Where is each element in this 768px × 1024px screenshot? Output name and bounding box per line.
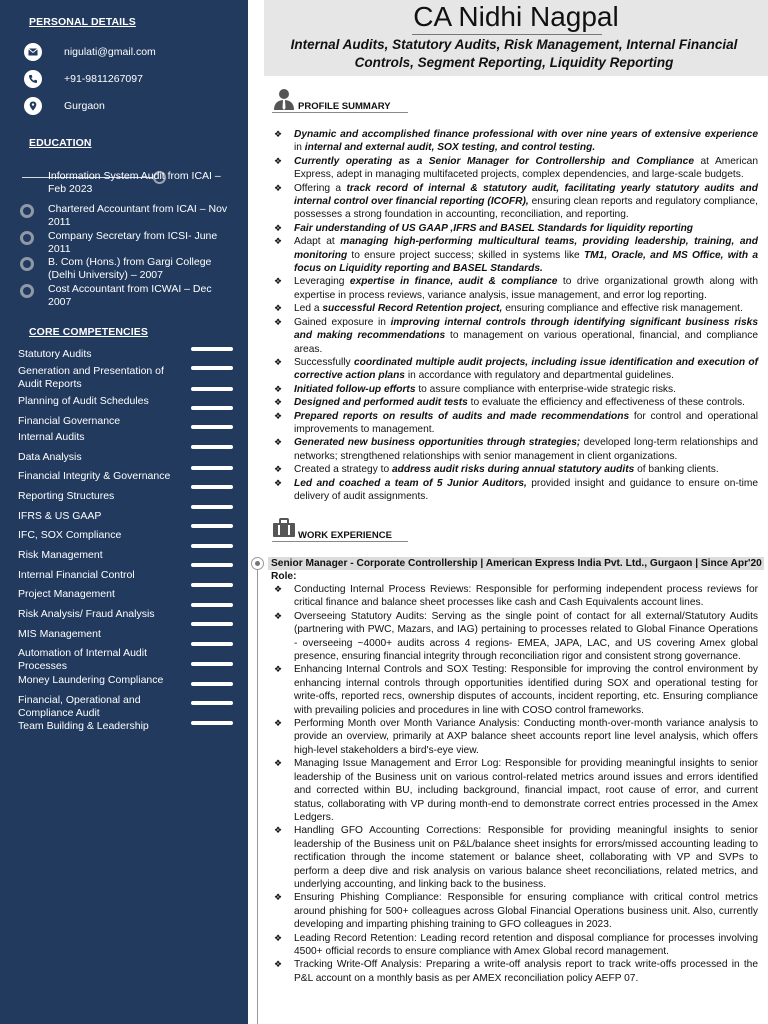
work-experience-rule (272, 541, 408, 542)
competency-item: Planning of Audit Schedules (18, 395, 149, 407)
education-item (20, 283, 233, 309)
profile-summary-list (272, 128, 758, 503)
body-text: provided insight and guidance to ensure on-time delivery of audit assignments. (294, 477, 759, 502)
emphasis-text: TM1, Oracle, and MS Office, with a focus on Liquidity reporting and BASEL Standards. (294, 249, 758, 275)
competency-level-bar (191, 583, 233, 587)
emphasis-text: Led and coached a team of 5 Junior Auditors, (294, 477, 527, 489)
experience-role-item: ❖ Overseeing Statutory Audits: Serving as the single point of contact for all external/Statutory Audits (partnering with PWC, Mazars, and IAG) pertaining to processes related to Global Finance Operations - overseeing ~4000+ audits across 4 regions- EMEA, JAPA, LAC, and US covering Amex global presence, ensuring financial integrity through reconciliation rigor and consistent strong governance. (272, 610, 758, 664)
profile-summary-item (272, 316, 758, 356)
competency-level-bar (191, 642, 233, 646)
competency-item: Money Laundering Compliance (18, 674, 164, 686)
body-text: to ensure project success; skilled in systems like (347, 249, 584, 261)
experience-role-item: ❖ Ensuring Phishing Compliance: Responsible for ensuring compliance with critical control metrics around phishing for 500+ colleagues across Global Financial Operations business unit. Also, currently developing and imparting phishing training to GFO colleagues in 2023. (272, 891, 758, 931)
emphasis-text: Prepared reports on results of audits and made recommendations (294, 410, 630, 422)
envelope-icon (24, 43, 42, 61)
competency-item: Internal Audits (18, 431, 85, 443)
competency-item: IFRS & US GAAP (18, 510, 102, 522)
work-experience-title: WORK EXPERIENCE (298, 530, 392, 541)
competency-item: Risk Management (18, 549, 103, 561)
profile-summary-rule (272, 112, 408, 113)
profile-summary-item (272, 128, 758, 155)
competency-item: Generation and Presentation of Audit Reports (18, 365, 164, 390)
body-text: to evaluate the efficiency and effectiveness of these controls. (467, 397, 745, 409)
education-item (20, 230, 233, 256)
body-text: in (294, 142, 305, 154)
competency-level-bar (191, 485, 233, 489)
education-item (20, 203, 233, 229)
person-icon (272, 88, 296, 115)
contact-phone (24, 70, 143, 88)
profile-summary-item (272, 410, 758, 437)
body-text: Gained exposure in (294, 316, 391, 328)
body-text: Adapt at (294, 236, 341, 248)
emphasis-text: Currently operating as a Senior Manager for Controllership and Compliance (294, 155, 694, 167)
profile-summary-item (272, 302, 758, 315)
education-text: Chartered Accountant from ICAI – Nov 2011 (48, 203, 228, 228)
headline-subtitle: Internal Audits, Statutory Audits, Risk Management, Internal Financial Controls, Segment Reporting, Liquidity Reporting (290, 37, 738, 70)
education-bullet (20, 257, 34, 271)
emphasis-text: successful Record Retention project, (322, 303, 503, 315)
competency-item: Risk Analysis/ Fraud Analysis (18, 608, 155, 620)
body-text: ensuring compliance and effective risk management. (502, 303, 743, 315)
competency-item: Data Analysis (18, 451, 82, 463)
emphasis-text: address audit risks during annual statutory audits (391, 464, 635, 476)
body-text: in accordance with regulatory and departmental guidelines. (404, 370, 674, 382)
competency-item: IFC, SOX Compliance (18, 529, 122, 541)
body-text: Leveraging (294, 276, 350, 288)
competency-level-bar (191, 622, 233, 626)
phone-text: +91-9811267097 (64, 73, 143, 85)
competency-item: Team Building & Leadership (18, 720, 149, 732)
body-text: to assure compliance with enterprise-wide strategic risks. (415, 383, 676, 395)
emphasis-text: coordinated multiple audit projects, including issue identification and execution of corrective action plans (294, 356, 758, 382)
competency-item: Project Management (18, 588, 115, 600)
competency-level-bar (191, 603, 233, 607)
competency-level-bar (191, 505, 233, 509)
education-bullet (20, 231, 34, 245)
profile-summary-item (272, 463, 758, 476)
competency-level-bar (191, 466, 233, 470)
education-text: Company Secretary from ICSI- June 2011 (48, 230, 218, 255)
body-text: to drive organizational growth along with expertise in process reviews, variance analysis, issue management, and error log reporting. (294, 276, 758, 301)
body-text: for control and operational improvements to management. (294, 410, 758, 435)
emphasis-text: Designed and performed audit tests (294, 397, 468, 409)
emphasis-text: internal and external audit, SOX testing, and control testing. (304, 142, 596, 154)
emphasis-text: Fair understanding of US GAAP ,IFRS and BASEL Standards for liquidity reporting (294, 222, 694, 234)
profile-summary-item (272, 235, 758, 275)
competency-item: Financial, Operational and Compliance Audit (18, 694, 141, 719)
education-bullet (20, 284, 34, 298)
education-item (20, 256, 233, 282)
profile-summary-item (272, 182, 758, 222)
sidebar (0, 0, 248, 1024)
competency-level-bar (191, 544, 233, 548)
body-text: developed long-term relationships and networks; strengthened relationships with senior management in client organizations. (294, 437, 759, 462)
email-text[interactable]: nigulati@gmail.com (64, 46, 156, 58)
phone-icon (24, 70, 42, 88)
experience-role-item: ❖ Leading Record Retention: Leading record retention and disposal compliance for processes involving 4500+ official records to ensure compliance with Amex Global record management. (272, 932, 758, 959)
competency-item: MIS Management (18, 628, 101, 640)
competency-item: Statutory Audits (18, 348, 92, 360)
contact-email (24, 43, 156, 61)
competency-level-bar (191, 682, 233, 686)
map-pin-icon (24, 97, 42, 115)
competency-item: Financial Integrity & Governance (18, 470, 171, 482)
competency-item: Reporting Structures (18, 490, 115, 502)
education-text: Information System Audit from ICAI – Feb 2023 (48, 170, 221, 195)
competency-level-bar (191, 445, 233, 449)
body-text: Led a (294, 303, 323, 315)
experience-role-item: ❖ Managing Issue Management and Error Log: Responsible for providing meaningful insights to senior leadership of the Business unit on various control-related metrics around issues and errors identified and corrected within BU, including background, financial impact, root cause of error, and current status, collaborating with VP during month-end to demonstrate correct entries processed in the Amex Ledgers. (272, 757, 758, 824)
body-text: of banking clients. (634, 464, 719, 476)
competency-level-bar (191, 524, 233, 528)
profile-summary-item (272, 436, 758, 463)
candidate-name: CA Nidhi Nagpal (413, 1, 619, 32)
emphasis-text: Generated new business opportunities through strategies; (294, 437, 581, 449)
profile-summary-item (272, 155, 758, 182)
education-text: B. Com (Hons.) from Gargi College (Delhi University) – 2007 (48, 256, 212, 281)
education-heading: EDUCATION (29, 137, 92, 149)
body-text: Successfully (294, 356, 354, 368)
location-text: Gurgaon (64, 100, 105, 112)
emphasis-text: Initiated follow-up efforts (294, 383, 416, 395)
experience-role-item: ❖ Handling GFO Accounting Corrections: Responsible for providing meaningful insights to senior leadership of the Business unit on P&L/balance sheet insights for errors/missed accounting leading to rectification through the income statement or balance sheet, collaborating with VP and SVPs to perform a deep dive and risk analysis on various balance sheet reconciliations, related metrics, and underlying accounting, and linking back to the business. (272, 824, 758, 891)
body-text: at American Express, adept in managing multifaceted projects, complex dependencies, and large-scale budgets. (294, 155, 758, 181)
job-title: Senior Manager - Corporate Controllership | American Express India Pvt. Ltd., Gurgaon | Since Apr'20 (271, 558, 762, 569)
emphasis-text: expertise in finance, audit & compliance (349, 276, 558, 288)
competency-level-bar (191, 662, 233, 666)
competency-item: Financial Governance (18, 415, 121, 427)
education-item (20, 170, 233, 196)
body-text: Offering a (294, 182, 347, 194)
profile-summary-item (272, 275, 758, 302)
profile-summary-item (272, 477, 758, 504)
experience-timeline-line (257, 560, 258, 1024)
experience-role-item: ❖ Performing Month over Month Variance Analysis: Conducting month-over-month variance analysis to provide an overview, primarily at AXP balance sheet accounts report line level analysis, which offers high-level stakeholders a bird's-eye view. (272, 717, 758, 757)
education-bullet (20, 204, 34, 218)
briefcase-icon (272, 518, 296, 543)
name-underline (412, 34, 602, 35)
experience-role-list (272, 583, 758, 985)
competency-level-bar (191, 406, 233, 410)
emphasis-text: managing high-performing multicultural teams, providing leadership, training, and monitoring (294, 236, 759, 261)
contact-location (24, 97, 105, 115)
competency-level-bar (191, 563, 233, 567)
emphasis-text: Dynamic and accomplished finance professional with over nine years of extensive experience (294, 129, 758, 140)
profile-summary-title: PROFILE SUMMARY (298, 101, 391, 112)
competency-level-bar (191, 366, 233, 370)
experience-timeline-dot (251, 557, 264, 570)
profile-summary-item (272, 396, 758, 409)
competency-level-bar (191, 347, 233, 351)
emphasis-text: improving internal controls through identifying significant business risks and making recommendations (294, 316, 759, 342)
personal-details-heading: PERSONAL DETAILS (29, 16, 136, 28)
experience-role-item: ❖ Enhancing Internal Controls and SOX Testing: Responsible for improving the control environment by enhancing internal controls through opportunities identified during SOX and operational testing for write-offs, reported recs, ownership disputes of accounts, incident reporting, etc. Ensuring compliance with prevailing policies and procedures in line with COSO control frameworks. (272, 663, 758, 717)
body-text: ensuring clean reports and regulatory compliance, possesses a strong foundation in accounting, reconciliation, and reporting. (294, 196, 758, 221)
experience-role-item: ❖ Tracking Write-Off Analysis: Preparing a write-off analysis report to track write-offs processed in the P&L account on a monthly basis as per AMEX reconciliation policy AEFP 07. (272, 958, 758, 985)
body-text: Created a strategy to (294, 464, 392, 476)
competency-level-bar (191, 721, 233, 725)
emphasis-text: track record of internal & statutory audit, facilitating yearly statutory audits and internal control over financial reporting (ICOFR), (294, 182, 759, 208)
body-text: to management on various operational, financial, and compliance areas. (294, 330, 758, 355)
competency-level-bar (191, 701, 233, 705)
profile-summary-item (272, 222, 758, 235)
profile-summary-item (272, 383, 758, 396)
profile-summary-item (272, 356, 758, 383)
role-label: Role: (271, 571, 297, 582)
competency-level-bar (191, 387, 233, 391)
competency-item: Automation of Internal Audit Processes (18, 647, 147, 672)
experience-role-item: ❖ Conducting Internal Process Reviews: Responsible for performing independent process reviews for critical finance and balance sheet processes like cash and Cash Equivalents account lines. (272, 583, 758, 610)
competency-level-bar (191, 425, 233, 429)
competency-item: Internal Financial Control (18, 569, 135, 581)
core-competencies-heading: CORE COMPETENCIES (29, 326, 148, 338)
education-text: Cost Accountant from ICWAI – Dec 2007 (48, 283, 212, 308)
